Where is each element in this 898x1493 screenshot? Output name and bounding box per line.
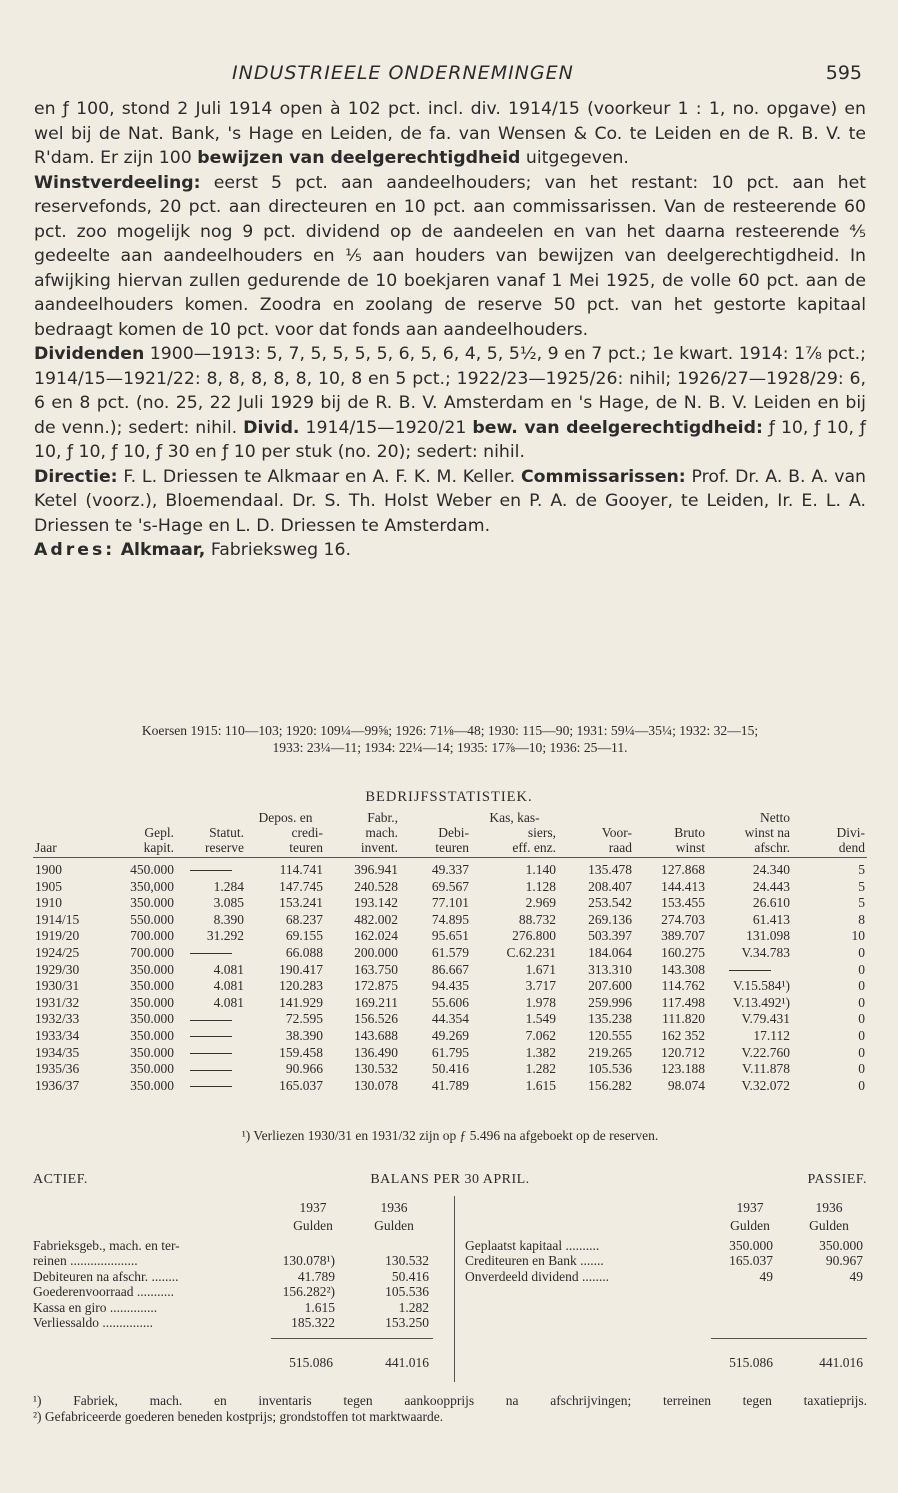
table-cell: 8 <box>858 911 865 927</box>
table-cell: 74.895 <box>431 911 469 927</box>
table-cell: 389.707 <box>661 928 705 944</box>
table-cell: 24.443 <box>752 878 790 894</box>
table-row <box>33 1028 867 1045</box>
table-cell: 1932/33 <box>35 1011 80 1027</box>
table-cell: 49.337 <box>431 862 469 877</box>
table-row <box>33 945 867 962</box>
table-cell: 131.098 <box>746 928 790 944</box>
koersen-block <box>34 722 866 756</box>
balans-row-value-1936: 50.416 <box>391 1268 429 1284</box>
table-cell: 350.000 <box>130 1011 174 1027</box>
table-cell: 1.671 <box>525 961 556 977</box>
balans-row-value-1936: 350.000 <box>819 1238 863 1253</box>
table-cell: V.22.760 <box>741 1044 790 1060</box>
table-cell: V.11.878 <box>741 1061 790 1077</box>
table-cell: 1914/15 <box>35 911 80 927</box>
table-cell: C.62.231 <box>506 944 556 960</box>
balans-row-label: Geplaatst kapitaal .......... <box>465 1238 600 1253</box>
commissarissen-label: Commissarissen: <box>521 466 686 487</box>
statistiek-footnote: ¹) Verliezen 1930/31 en 1931/32 zijn op ƒ 5.496 na afgeboekt op de reserven. <box>241 1128 659 1143</box>
table-cell: 165.037 <box>279 1077 323 1093</box>
balans-row-value-1936: 1.282 <box>398 1299 429 1315</box>
table-cell: 208.407 <box>588 878 632 894</box>
table-cell: 135.478 <box>588 862 632 877</box>
table-cell: 95.651 <box>431 928 469 944</box>
balans-row <box>33 1284 433 1300</box>
actief-year-1936: 1936 <box>380 1200 408 1215</box>
balans-row-label: reinen .................... <box>33 1253 138 1269</box>
table-cell: 31.292 <box>206 928 244 944</box>
statistiek-header-cell: Voor- <box>601 825 632 840</box>
statistiek-header-cell: Fabr., <box>367 810 398 825</box>
table-cell: 159.458 <box>279 1044 323 1060</box>
statistiek-header-cell: eff. enz. <box>471 840 558 858</box>
table-cell: 1919/20 <box>35 928 80 944</box>
table-cell: 120.283 <box>279 978 323 994</box>
table-row <box>33 1061 867 1078</box>
table-cell: 156.282 <box>588 1077 632 1093</box>
passief-year-1937: 1937 <box>736 1200 764 1215</box>
paragraph-intro: en ƒ 100, stond 2 Juli 1914 open à 102 pct. incl. div. 1914/15 (voorkeur 1 : 1, no. opgave) en wel bij de Nat. Bank, 's Hage en Leiden, de fa. van Wensen & Co. te Leiden en de R. B. V. te R'dam. Er zijn 100 bewijzen van deelgerechtigdheid uitgegeven. <box>34 99 866 168</box>
table-cell: 4.081 <box>213 994 244 1010</box>
table-cell: 86.667 <box>431 961 469 977</box>
empty-dash <box>729 970 771 971</box>
balans-passief <box>465 1196 867 1386</box>
table-row <box>33 928 867 945</box>
table-cell: 162 352 <box>661 1027 705 1043</box>
statistiek-header-cell: Bruto <box>674 825 705 840</box>
paragraph-adres: Adres: Alkmaar, Fabrieksweg 16. <box>34 540 352 560</box>
table-row <box>33 1045 867 1062</box>
table-cell: 350.000 <box>130 1044 174 1060</box>
statistiek-header-cell: Depos. en <box>258 810 313 825</box>
koersen-line-2: 1933: 23¼—11; 1934: 22¼—14; 1935: 17⅞—10; 1936: 25—11. <box>272 740 628 755</box>
table-cell: 26.610 <box>752 895 790 911</box>
table-cell: 3.085 <box>213 895 244 911</box>
table-cell: 0 <box>858 994 865 1010</box>
table-cell: 72.595 <box>285 1011 323 1027</box>
passief-unit-1936: Gulden <box>809 1218 849 1233</box>
koersen-line-1: Koersen 1915: 110—103; 1920: 109¼—99⅝; 1926: 71⅛—48; 1930: 115—90; 1931: 59¼—35¼; 1932: 32—15; <box>141 723 759 738</box>
table-cell: 123.188 <box>661 1061 705 1077</box>
statistiek-header-cell: Divi- <box>836 825 865 840</box>
body-text <box>34 97 866 563</box>
statistiek-header-cell: raad <box>558 840 634 858</box>
balans-row-label: Verliessaldo ............... <box>33 1315 153 1330</box>
statistiek-header-row <box>33 840 867 858</box>
table-cell: 5 <box>858 862 865 877</box>
table-cell: 130.532 <box>354 1061 398 1077</box>
table-cell <box>176 945 246 962</box>
statistiek-header-cell <box>93 810 176 825</box>
adres-city: Alkmaar, <box>120 540 206 560</box>
table-cell: 0 <box>858 1011 865 1027</box>
statistiek-header-cell: invent. <box>325 840 400 858</box>
table-cell: 55.606 <box>431 994 469 1010</box>
table-cell: V.15.584¹) <box>732 978 790 994</box>
table-cell: 269.136 <box>588 911 632 927</box>
table-cell: 68.237 <box>285 911 323 927</box>
table-cell: 274.703 <box>661 911 705 927</box>
table-row <box>33 895 867 912</box>
table-row <box>33 1078 867 1095</box>
actief-total <box>33 1355 433 1371</box>
balans-row <box>33 1300 433 1316</box>
balans-row <box>465 1269 867 1285</box>
balans-row <box>33 1238 433 1254</box>
table-cell: 114.741 <box>279 862 323 877</box>
table-cell: 0 <box>858 1027 865 1043</box>
table-cell: 90.966 <box>285 1061 323 1077</box>
table-cell: 94.435 <box>431 978 469 994</box>
directie-label: Directie: <box>34 466 118 487</box>
running-title: INDUSTRIEELE ONDERNEMINGEN <box>232 62 574 84</box>
passief-unit-1937: Gulden <box>730 1218 770 1233</box>
table-cell: 117.498 <box>661 994 705 1010</box>
table-cell: 127.868 <box>661 862 705 877</box>
table-cell: 240.528 <box>354 878 398 894</box>
statistiek-header-cell: teuren <box>246 840 325 858</box>
balans-row-value-1937: 156.282²) <box>282 1284 335 1300</box>
table-cell: 69.155 <box>285 928 323 944</box>
table-row <box>33 912 867 929</box>
table-cell: 350.000 <box>130 994 174 1010</box>
table-row <box>33 962 867 979</box>
table-cell: 0 <box>858 1061 865 1077</box>
table-cell: 503.397 <box>588 928 632 944</box>
table-cell: 8.390 <box>213 911 244 927</box>
table-cell: 169.211 <box>354 994 398 1010</box>
table-cell: 163.750 <box>354 961 398 977</box>
statistiek-header-cell: winst <box>634 840 707 858</box>
table-cell: 141.929 <box>279 994 323 1010</box>
statistiek-header-cell <box>558 810 634 825</box>
dividenden-label: Dividenden <box>34 344 145 364</box>
table-cell: V.34.783 <box>741 944 790 960</box>
balans-header <box>33 1172 867 1190</box>
balans-row-value-1937: 130.078¹) <box>282 1253 335 1269</box>
balans-row-label: Crediteuren en Bank ....... <box>465 1253 604 1269</box>
empty-dash <box>190 1020 232 1021</box>
table-cell <box>176 858 246 879</box>
balans-row <box>33 1315 433 1331</box>
table-cell: 3.717 <box>525 978 556 994</box>
actief-total-1937: 515.086 <box>289 1355 333 1370</box>
table-cell: 1900 <box>35 862 62 877</box>
table-cell: 0 <box>858 944 865 960</box>
statistiek-header-cell: afschr. <box>707 840 792 858</box>
balans-row-label: Onverdeeld dividend ........ <box>465 1268 609 1284</box>
paragraph-winstverdeeling: Winstverdeeling: eerst 5 pct. aan aandeelhouders; van het restant: 10 pct. aan het reservefonds, 20 pct. aan directeuren en 10 pct. aan commissarissen. Van de resteerende 60 pct. zoo mogelijk nog 9 pct. dividend op de aandeelen en van het daarna resteerende ⅘ gedeelte aan aandeelhouders en ⅕ aan houders van bewijzen van deelgerechtigdheid. In afwijking hiervan zullen gedurende de 10 boekjaren vanaf 1 Mei 1925, de volle 60 pct. aan de aandeelhouders komen. Zoodra en zoolang de reserve 50 pct. van het gestorte kapitaal bedraagt komen de 10 pct. voor dat fonds aan aandeelhouders. <box>34 172 866 340</box>
table-cell: 120.712 <box>661 1044 705 1060</box>
table-cell: 0 <box>858 961 865 977</box>
table-cell: 1933/34 <box>35 1027 80 1043</box>
statistiek-title: BEDRIJFSSTATISTIEK. <box>365 789 533 805</box>
table-cell: 120.555 <box>588 1027 632 1043</box>
table-cell: 259.996 <box>588 994 632 1010</box>
table-cell: 350.000 <box>130 1027 174 1043</box>
balans-row <box>33 1269 433 1285</box>
statistiek-header-cell: kapit. <box>93 840 176 858</box>
table-cell: 207.600 <box>588 978 632 994</box>
table-cell: 4.081 <box>213 961 244 977</box>
table-cell: 700.000 <box>130 944 174 960</box>
empty-dash <box>190 953 232 954</box>
table-cell: 1905 <box>35 878 62 894</box>
table-cell: 38.390 <box>285 1027 323 1043</box>
table-cell: 144.413 <box>661 878 705 894</box>
statistiek-header <box>33 810 867 858</box>
empty-dash <box>190 1070 232 1071</box>
table-cell: 66.088 <box>285 944 323 960</box>
statistiek-header-cell <box>792 810 867 825</box>
table-cell: 1936/37 <box>35 1077 80 1093</box>
table-cell: 44.354 <box>431 1011 469 1027</box>
table-cell: 4.081 <box>213 978 244 994</box>
bewijzen-term: bewijzen van deelgerechtigdheid <box>197 148 521 168</box>
table-row <box>33 858 867 879</box>
balans-row-value-1937: 49 <box>759 1268 773 1284</box>
table-cell: 1924/25 <box>35 944 80 960</box>
actief-sum-line <box>271 1338 433 1339</box>
table-cell: 1.128 <box>525 878 556 894</box>
winstverdeeling-label: Winstverdeeling: <box>34 172 201 193</box>
table-cell: V.79.431 <box>741 1011 790 1027</box>
statistiek-header-cell <box>176 810 246 825</box>
table-cell: 2.969 <box>525 895 556 911</box>
statistiek-header-cell: credi- <box>291 825 323 840</box>
divid-label: Divid. <box>243 417 300 438</box>
table-cell: 61.579 <box>431 944 469 960</box>
balans-row <box>33 1253 433 1269</box>
balans-row-value-1937: 165.037 <box>729 1253 773 1269</box>
table-cell: 61.795 <box>431 1044 469 1060</box>
table-cell: 17.112 <box>753 1027 790 1043</box>
statistiek-header-cell <box>400 810 471 825</box>
balans-row-value-1937: 41.789 <box>297 1268 335 1284</box>
table-cell: 1.549 <box>525 1011 556 1027</box>
actief-unit-1936: Gulden <box>374 1218 414 1233</box>
table-cell: 1.382 <box>525 1044 556 1060</box>
table-cell: 1934/35 <box>35 1044 80 1060</box>
table-cell <box>176 1061 246 1078</box>
adres-label: Adres: <box>34 540 116 560</box>
statistiek-body <box>33 858 867 1095</box>
table-cell: 162.024 <box>354 928 398 944</box>
statistiek-header-cell: Netto <box>760 810 790 825</box>
statistiek-header-cell: Kas, kas- <box>489 810 540 825</box>
table-cell: 160.275 <box>661 944 705 960</box>
balans-row-value-1937: 350.000 <box>729 1238 773 1253</box>
table-cell: 1.978 <box>525 994 556 1010</box>
table-cell: 156.526 <box>354 1011 398 1027</box>
empty-dash <box>190 870 232 871</box>
table-cell: 276.800 <box>512 928 556 944</box>
passief-sum-line <box>711 1338 867 1339</box>
passief-total-1936: 441.016 <box>819 1355 863 1370</box>
statistiek-header-row <box>33 825 867 840</box>
table-cell: 77.101 <box>431 895 469 911</box>
table-cell: 1935/36 <box>35 1061 80 1077</box>
table-cell: 1931/32 <box>35 994 80 1010</box>
table-cell: 350.000 <box>130 1077 174 1093</box>
statistiek-header-cell: winst na <box>744 825 790 840</box>
passief-total-1937: 515.086 <box>729 1355 773 1370</box>
balans-row-value-1936: 153.250 <box>385 1315 429 1330</box>
table-cell: 0 <box>858 1044 865 1060</box>
statistiek-header-cell: teuren <box>400 840 471 858</box>
statistiek-header-cell: dend <box>792 840 867 858</box>
note-2: ²) Gefabriceerde goederen beneden kostprijs; grondstoffen tot marktwaarde. <box>33 1409 444 1424</box>
table-cell: 10 <box>851 928 865 944</box>
balans-row-label: Goederenvoorraad ........... <box>33 1284 174 1300</box>
balans-row-value-1936: 130.532 <box>385 1253 429 1269</box>
table-cell: 130.078 <box>354 1077 398 1093</box>
actief-total-1936: 441.016 <box>385 1355 429 1370</box>
table-cell: 143.688 <box>354 1027 398 1043</box>
balans-row-value-1937: 1.615 <box>304 1299 335 1315</box>
note-1: ¹) Fabriek, mach. en inventaris tegen aankoopprijs na afschrijvingen; terreinen tegen taxatieprijs. <box>33 1393 867 1408</box>
table-cell: 5 <box>858 878 865 894</box>
table-cell: 1930/31 <box>35 978 80 994</box>
table-cell: 41.789 <box>431 1077 469 1093</box>
passief-year-1936: 1936 <box>815 1200 843 1215</box>
table-cell: 0 <box>858 978 865 994</box>
table-cell: 69.567 <box>431 878 469 894</box>
table-cell <box>176 1078 246 1095</box>
table-cell <box>176 1011 246 1028</box>
statistiek-header-cell <box>634 810 707 825</box>
passief-label: PASSIEF. <box>807 1172 867 1187</box>
statistiek-header-cell: reserve <box>176 840 246 858</box>
statistiek-header-cell <box>33 825 93 840</box>
table-cell: 1.615 <box>525 1077 556 1093</box>
balans-row-label: Kassa en giro .............. <box>33 1299 158 1315</box>
table-cell: 61.413 <box>752 911 790 927</box>
balans-row-label: Debiteuren na afschr. ........ <box>33 1268 179 1284</box>
passief-total <box>465 1355 867 1371</box>
balans-row <box>465 1253 867 1269</box>
balans-row-label: Fabrieksgeb., mach. en ter- <box>33 1238 180 1253</box>
table-cell: 0 <box>858 1077 865 1093</box>
table-cell: 88.732 <box>518 911 556 927</box>
table-row <box>33 1011 867 1028</box>
balans-row-value-1936: 90.967 <box>825 1253 863 1269</box>
table-cell: 49.269 <box>431 1027 469 1043</box>
table-cell: 24.340 <box>752 862 790 877</box>
table-cell: 700.000 <box>130 928 174 944</box>
table-cell: V.32.072 <box>741 1077 790 1093</box>
table-row <box>33 995 867 1012</box>
bewijzen-label: bew. van deelgerechtigdheid: <box>472 417 763 438</box>
table-cell: 200.000 <box>354 944 398 960</box>
statistiek-header-cell: Statut. <box>209 825 244 840</box>
table-cell: 190.417 <box>279 961 323 977</box>
statistiek-header-cell: Jaar <box>33 840 93 858</box>
table-cell: 396.941 <box>354 862 398 877</box>
table-cell: 550.000 <box>130 911 174 927</box>
balans-actief <box>33 1196 433 1386</box>
table-cell: 1.140 <box>525 862 556 877</box>
table-cell <box>176 1028 246 1045</box>
table-cell: V.13.492¹) <box>732 994 790 1010</box>
actief-label: ACTIEF. <box>33 1172 88 1187</box>
table-cell: 193.142 <box>354 895 398 911</box>
table-cell: 153.241 <box>279 895 323 911</box>
page-header <box>0 62 898 88</box>
table-cell: 114.762 <box>661 978 705 994</box>
table-cell: 1910 <box>35 895 62 911</box>
table-cell <box>176 1045 246 1062</box>
paragraph-dividenden: Dividenden 1900—1913: 5, 7, 5, 5, 5, 5, 6, 5, 6, 4, 5, 5½, 9 en 7 pct.; 1e kwart. 1914: 1⅞ pct.; 1914/15—1921/22: 8, 8, 8, 8, 8, 10, 8 en 5 pct.; 1922/23—1925/26: nihil; 1926/27—1928/29: 6, 6 en 8 pct. (no. 25, 22 Juli 1929 bij de R. B. V. Amsterdam en 's Hage, de N. B. V. Leiden en bij de venn.); sedert: nihil. Divid. 1914/15—1920/21 bew. van deelgerechtigdheid: ƒ 10, ƒ 10, ƒ 10, ƒ 10, ƒ 10, ƒ 30 en ƒ 10 per stuk (no. 20); sedert: nihil. <box>34 344 867 462</box>
table-cell: 50.416 <box>431 1061 469 1077</box>
actief-year-1937: 1937 <box>299 1200 327 1215</box>
statistiek-header-cell: Debi- <box>438 825 469 840</box>
balans-row-value-1936: 105.536 <box>385 1284 429 1300</box>
balans-row <box>465 1238 867 1254</box>
statistiek-header-cell: siers, <box>527 825 556 840</box>
table-cell: 111.820 <box>662 1011 705 1027</box>
table-cell: 450.000 <box>130 862 174 877</box>
table-cell: 184.064 <box>588 944 632 960</box>
table-cell: 350.000 <box>130 961 174 977</box>
table-cell: 172.875 <box>354 978 398 994</box>
table-cell: 7.062 <box>525 1027 556 1043</box>
actief-unit-1937: Gulden <box>293 1218 333 1233</box>
statistiek-table <box>33 810 867 1094</box>
statistiek-header-row <box>33 810 867 825</box>
table-cell: 143.308 <box>661 961 705 977</box>
table-cell: 350.000 <box>130 978 174 994</box>
empty-dash <box>190 1053 232 1054</box>
balans-divider <box>454 1196 455 1382</box>
table-cell: 136.490 <box>354 1044 398 1060</box>
paragraph-directie: Directie: F. L. Driessen te Alkmaar en A. F. K. M. Keller. Commissarissen: Prof. Dr. A. B. A. van Ketel (voorz.), Bloemendaal. Dr. S. Th. Holst Weber en P. A. de Gooyer, te Leiden, Ir. E. L. A. Driessen te 's-Hage en L. D. Driessen te Amsterdam. <box>34 466 866 536</box>
table-cell: 1.282 <box>525 1061 556 1077</box>
balans-row-value-1936: 49 <box>849 1268 863 1284</box>
table-cell: 350,000 <box>130 878 174 894</box>
table-cell: 1929/30 <box>35 961 80 977</box>
table-cell <box>707 962 792 979</box>
table-cell: 1.284 <box>213 878 244 894</box>
table-cell: 153.455 <box>661 895 705 911</box>
page-number: 595 <box>825 62 862 84</box>
table-cell: 313.310 <box>588 961 632 977</box>
table-cell: 147.745 <box>279 878 323 894</box>
table-cell: 482.002 <box>354 911 398 927</box>
statistiek-header-cell <box>33 810 93 825</box>
table-cell: 350.000 <box>130 1061 174 1077</box>
table-cell: 135.238 <box>588 1011 632 1027</box>
table-cell: 5 <box>858 895 865 911</box>
statistiek-header-cell: mach. <box>365 825 398 840</box>
table-cell: 219.265 <box>588 1044 632 1060</box>
balans-title: BALANS PER 30 APRIL. <box>370 1172 530 1187</box>
table-row <box>33 978 867 995</box>
table-row <box>33 879 867 896</box>
table-cell: 98.074 <box>667 1077 705 1093</box>
table-cell: 350.000 <box>130 895 174 911</box>
balans-row-value-1937: 185.322 <box>291 1315 335 1330</box>
table-cell: 253.542 <box>588 895 632 911</box>
balans-notes <box>33 1393 867 1425</box>
statistiek-header-cell: Gepl. <box>144 825 174 840</box>
table-cell: 105.536 <box>588 1061 632 1077</box>
empty-dash <box>190 1036 232 1037</box>
empty-dash <box>190 1086 232 1087</box>
